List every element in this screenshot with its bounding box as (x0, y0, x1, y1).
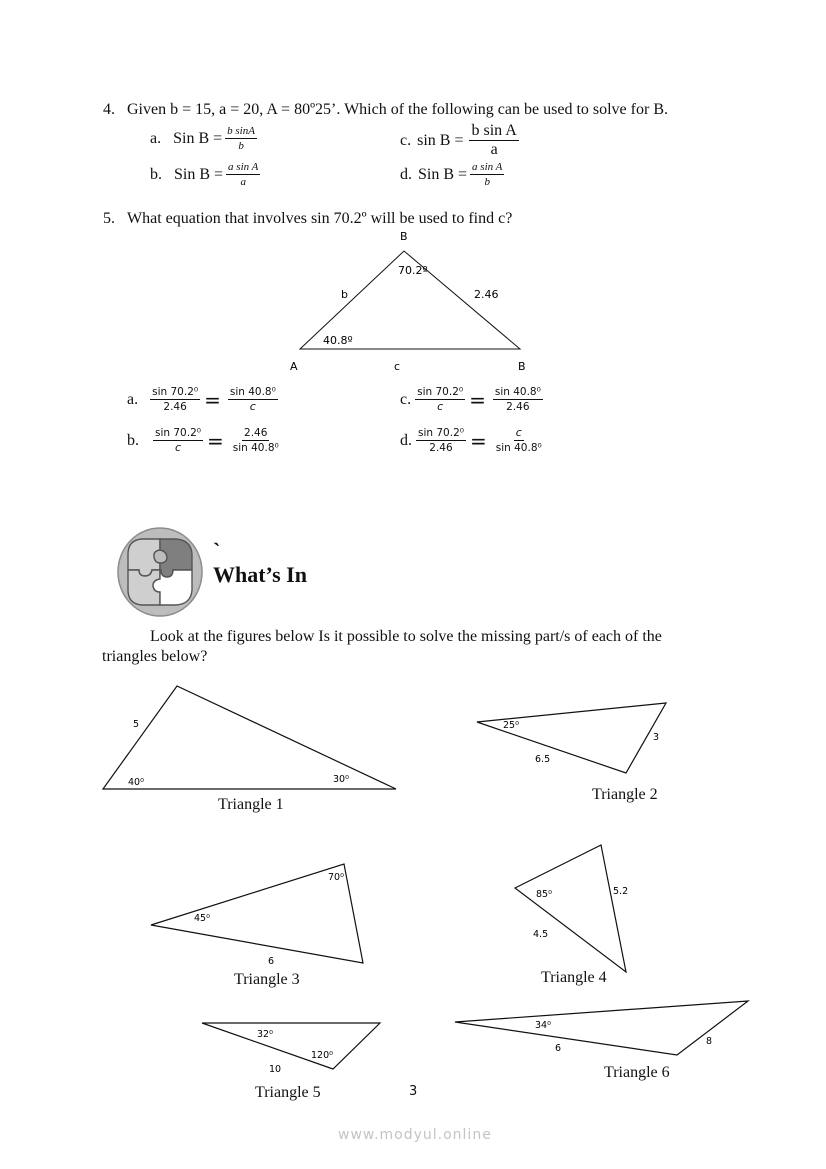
fraction-denominator: a (240, 176, 246, 188)
triangle-5-angle-top: 32⁰ (257, 1029, 273, 1040)
triangle-1-caption: Triangle 1 (218, 796, 284, 813)
triangle-2-side-bottom: 6.5 (535, 754, 551, 765)
fraction-denominator: b (238, 140, 244, 152)
triangle-1 (103, 686, 396, 789)
triangle-2-angle: 25⁰ (503, 720, 519, 731)
fraction-numerator: sin 40.8⁰ (229, 386, 276, 398)
watermark: www.modyul.online (338, 1127, 492, 1143)
triangle-4 (515, 845, 628, 972)
q4-option-a (150, 124, 257, 153)
q5-triangle-diagram (280, 225, 550, 375)
option-letter: c. (400, 390, 412, 408)
triangle-6-side-right: 8 (706, 1036, 713, 1047)
triangle-3-caption: Triangle 3 (234, 971, 300, 988)
triangle-6-caption: Triangle 6 (604, 1064, 670, 1081)
q4-option-c (400, 122, 519, 159)
triangle-4-caption: Triangle 4 (541, 969, 607, 986)
fraction-denominator: c (249, 400, 256, 413)
side-label-b: b (341, 288, 348, 301)
fraction-numerator: sin 70.2⁰ (155, 427, 201, 439)
triangle-4-side-right: 5.2 (613, 886, 629, 897)
angle-label-top: 70.2º (398, 264, 428, 277)
option-lhs: Sin B = (174, 165, 224, 183)
triangle-2-side-right: 3 (653, 732, 660, 743)
q4-number: 4. (103, 101, 115, 118)
triangle-5-angle-bottom: 120⁰ (311, 1050, 333, 1061)
q5-text: What equation that involves sin 70.2º will be used to find c? (127, 210, 513, 227)
triangle-6 (455, 1001, 748, 1055)
vertex-label-top: B (400, 230, 408, 243)
vertex-label-right: B (518, 360, 526, 373)
q5-number: 5. (103, 210, 115, 227)
fraction-denominator: 2.46 (163, 401, 187, 413)
q5-option-d (400, 426, 544, 455)
triangle-2 (477, 703, 666, 773)
option-letter: c. (400, 131, 412, 149)
triangle-6-side-bottom: 6 (555, 1043, 562, 1054)
fraction-denominator: a (490, 141, 498, 158)
side-label-c: c (394, 360, 401, 373)
triangle-5-side: 10 (269, 1064, 282, 1075)
fraction-numerator: sin 70.2⁰ (418, 427, 464, 439)
triangles-figure (0, 670, 826, 1110)
triangle-2-caption: Triangle 2 (592, 786, 658, 803)
q5-option-a (127, 385, 278, 414)
q4-option-b (150, 160, 260, 189)
fraction-numerator: a sin A (472, 161, 503, 173)
triangle-6-angle: 34⁰ (535, 1020, 551, 1031)
fraction-denominator: c (174, 441, 182, 454)
triangle-5-caption: Triangle 5 (255, 1084, 321, 1101)
fraction-numerator: sin 70.2⁰ (152, 386, 199, 398)
q5-option-c (400, 385, 543, 414)
option-lhs: sin B = (417, 131, 464, 149)
option-letter: a. (127, 390, 139, 408)
equals-sign: = (469, 428, 487, 453)
section-mark: ` (213, 538, 221, 563)
vertex-label-left: A (290, 360, 298, 373)
triangle-3 (151, 864, 363, 967)
fraction-numerator: a sin A (228, 161, 259, 173)
triangle-1-angle-left: 40⁰ (128, 777, 144, 788)
triangle-3-angle-left: 45⁰ (194, 913, 210, 924)
q5-option-b (127, 426, 281, 455)
fraction-denominator: sin 40.8⁰ (232, 442, 279, 454)
fraction-denominator: sin 40.8⁰ (495, 442, 542, 454)
triangle-1-side-label: 5 (133, 719, 140, 730)
puzzle-icon (116, 526, 204, 618)
fraction-denominator: 2.46 (506, 401, 530, 413)
option-lhs: Sin B = (418, 165, 468, 183)
option-letter: b. (150, 165, 162, 183)
triangle-4-side-left: 4.5 (533, 929, 549, 940)
equals-sign: = (206, 428, 224, 453)
fraction-numerator: b sin A (471, 122, 517, 139)
fraction-numerator: b sinA (227, 125, 255, 137)
fraction-numerator: sin 70.2⁰ (417, 386, 464, 398)
option-letter: d. (400, 431, 412, 449)
section-intro: Look at the figures below Is it possible to solve the missing part/s of each of the triangles below? (102, 628, 662, 665)
triangle-4-angle: 85⁰ (536, 889, 552, 900)
fraction-numerator: sin 40.8⁰ (494, 386, 541, 398)
triangle-5 (202, 1023, 380, 1075)
triangle-3-side-bottom: 6 (268, 956, 275, 967)
fraction-denominator: c (437, 400, 444, 413)
q4-option-d (400, 160, 504, 189)
page-number: 3 (409, 1084, 418, 1099)
equals-sign: = (204, 387, 221, 412)
angle-label-left: 40.8º (323, 334, 353, 347)
fraction-denominator: b (484, 176, 490, 188)
side-label-right: 2.46 (474, 288, 499, 301)
q4-text: Given b = 15, a = 20, A = 80º25’. Which of the following can be used to solve for B. (127, 101, 668, 118)
triangle-3-angle-top: 70⁰ (328, 872, 344, 883)
fraction-numerator: c (515, 426, 522, 439)
option-letter: a. (150, 129, 162, 147)
option-lhs: Sin B = (173, 129, 223, 147)
triangle-1-angle-right: 30⁰ (333, 774, 349, 785)
fraction-denominator: 2.46 (429, 442, 453, 454)
option-letter: d. (400, 165, 412, 183)
option-letter: b. (127, 431, 139, 449)
section-title: What’s In (213, 562, 307, 587)
equals-sign: = (469, 387, 486, 412)
fraction-numerator: 2.46 (244, 427, 268, 439)
